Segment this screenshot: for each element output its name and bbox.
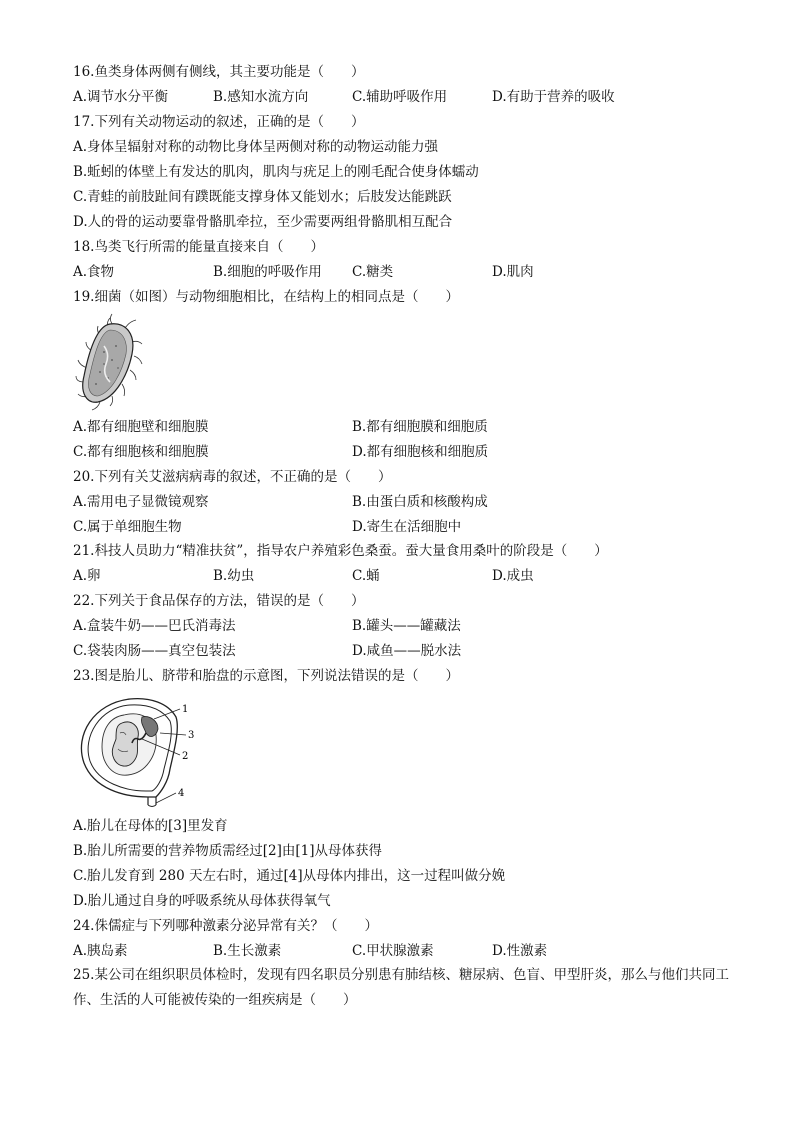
question-20-stem: 20.下列有关艾滋病病毒的叙述，不正确的是（ ）: [73, 469, 392, 485]
question-19-stem: 19.细菌（如图）与动物细胞相比，在结构上的相同点是（ ）: [73, 289, 459, 305]
fetus-placenta-figure: [76, 693, 204, 811]
option-a: A.胰岛素: [73, 943, 128, 959]
option-b: B.罐头——罐藏法: [352, 618, 461, 634]
label-1: 1: [182, 704, 189, 715]
label-4: 4: [178, 788, 185, 799]
option-c: C.都有细胞核和细胞膜: [73, 444, 209, 460]
question-23-option-a: A.胎儿在母体的[3]里发育: [73, 818, 228, 834]
option-a: A.盒装牛奶——巴氏消毒法: [73, 618, 236, 634]
question-23-option-d: D.胎儿通过自身的呼吸系统从母体获得氧气: [73, 893, 331, 909]
option-a: A.都有细胞壁和细胞膜: [73, 419, 209, 435]
bacterium-figure: [74, 312, 146, 412]
question-17-option-b: B.蚯蚓的体壁上有发达的肌肉，肌肉与疣足上的刚毛配合使身体蠕动: [73, 164, 479, 180]
option-d: D.成虫: [492, 568, 534, 584]
question-22-options-row2: [73, 642, 733, 660]
option-c: C.甲状腺激素: [352, 943, 434, 959]
label-2: 2: [182, 751, 189, 762]
question-21-stem: 21.科技人员助力“精准扶贫”，指导农户养殖彩色桑蚕。蚕大量食用桑叶的阶段是（ ）: [73, 543, 608, 559]
question-17-option-a: A.身体呈辐射对称的动物比身体呈两侧对称的动物运动能力强: [73, 139, 439, 155]
question-16-stem: 16.鱼类身体两侧有侧线，其主要功能是（ ）: [73, 64, 365, 80]
option-a: A.食物: [73, 264, 115, 280]
option-d: D.肌肉: [492, 264, 534, 280]
option-a: A.卵: [73, 568, 101, 584]
question-23-option-c: C.胎儿发育到 280 天左右时，通过[4]从母体内排出，这一过程叫做分娩: [73, 868, 506, 884]
question-23-option-b: B.胎儿所需要的营养物质需经过[2]由[1]从母体获得: [73, 843, 382, 859]
option-d: D.有助于营养的吸收: [492, 89, 615, 105]
question-18-options: [73, 263, 733, 281]
option-c: C.糖类: [352, 264, 394, 280]
option-d: D.性激素: [492, 943, 548, 959]
label-3: 3: [188, 730, 195, 741]
question-22-stem: 22.下列关于食品保存的方法，错误的是（ ）: [73, 593, 365, 609]
question-17-option-d: D.人的骨的运动要靠骨骼肌牵拉，至少需要两组骨骼肌相互配合: [73, 214, 453, 230]
option-d: D.寄生在活细胞中: [352, 519, 462, 535]
question-18-stem: 18.鸟类飞行所需的能量直接来自（ ）: [73, 239, 324, 255]
option-a: A.需用电子显微镜观察: [73, 494, 209, 510]
option-c: C.蛹: [352, 568, 380, 584]
option-c: C.袋装肉肠——真空包装法: [73, 643, 236, 659]
option-b: B.由蛋白质和核酸构成: [352, 494, 488, 510]
question-20-options-row2: [73, 518, 733, 536]
option-c: C.辅助呼吸作用: [352, 89, 448, 105]
option-b: B.细胞的呼吸作用: [213, 264, 322, 280]
question-16-options: [73, 88, 733, 106]
question-24-options: [73, 942, 733, 960]
question-23-stem: 23.图是胎儿、脐带和胎盘的示意图，下列说法错误的是（ ）: [73, 668, 459, 684]
option-b: B.幼虫: [213, 568, 255, 584]
option-b: B.生长激素: [213, 943, 282, 959]
question-20-options-row1: [73, 493, 733, 511]
question-22-options-row1: [73, 617, 733, 635]
question-21-options: [73, 567, 733, 585]
option-a: A.调节水分平衡: [73, 89, 169, 105]
question-17-option-c: C.青蛙的前肢趾间有蹼既能支撑身体又能划水；后肢发达能跳跃: [73, 189, 452, 205]
option-b: B.感知水流方向: [213, 89, 309, 105]
question-24-stem: 24.侏儒症与下列哪种激素分泌异常有关？（ ）: [73, 918, 378, 934]
option-b: B.都有细胞膜和细胞质: [352, 419, 488, 435]
question-19-options-row2: [73, 443, 733, 461]
question-17-stem: 17.下列有关动物运动的叙述，正确的是（ ）: [73, 114, 365, 130]
question-25-stem: 25.某公司在组织职员体检时，发现有四名职员分别患有肺结核、糖尿病、色盲、甲型肝炎，那么与他们共同工作、生活的人可能被传染的一组疾病是（ ）: [73, 967, 729, 1008]
question-19-options-row1: [73, 418, 733, 436]
option-d: D.都有细胞核和细胞质: [352, 444, 489, 460]
option-c: C.属于单细胞生物: [73, 519, 182, 535]
option-d: D.咸鱼——脱水法: [352, 643, 462, 659]
